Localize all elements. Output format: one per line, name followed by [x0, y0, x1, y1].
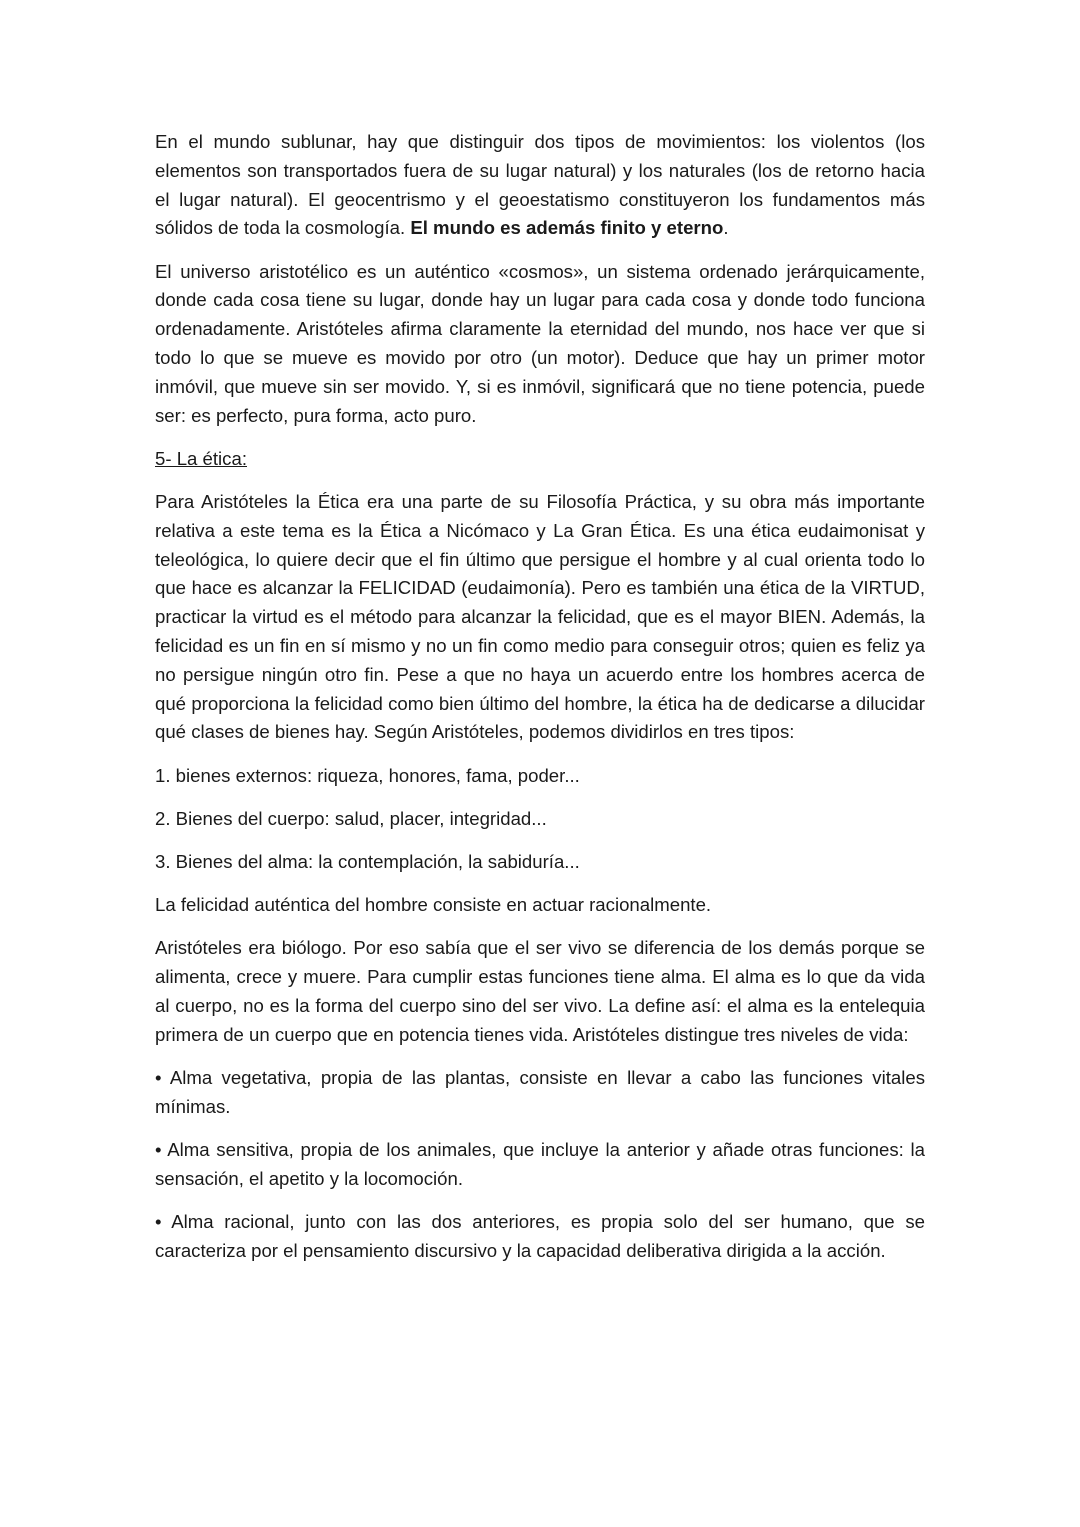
paragraph-soul: Aristóteles era biólogo. Por eso sabía que el ser vivo se diferencia de los demás porque se alimenta, crece y muere. Para cumplir estas funciones tiene alma. El alma es lo que da vida al cuerpo, no es la forma del cuerpo sino del ser vivo. La define así: el alma es la entelequia primera de un cuerpo que en potencia tienes vida. Aristóteles distingue tres niveles de vida: [155, 937, 925, 1045]
paragraph-sublunar-bold: El mundo es además finito y eterno [410, 217, 724, 239]
bullet-item: • Alma sensitiva, propia de los animales, que incluye la anterior y añade otras funciones: la sensación, el apetito y la locomoción. [155, 1138, 925, 1189]
paragraph-universe: El universo aristotélico es un auténtico «cosmos», un sistema ordenado jerárquicamente, donde cada cosa tiene su lugar, donde hay un lugar para cada cosa y donde todo funciona ordenadamente. Aristóteles afirma claramente la eternidad del mundo, nos hace ver que si todo lo que se mueve es movido por otro (un motor). Deduce que hay un primer motor inmóvil, que mueve sin ser movido. Y, si es inmóvil, significará que no tiene potencia, puede ser: es perfecto, pura forma, acto puro. [155, 260, 925, 426]
paragraph-sublunar [155, 128, 925, 243]
paragraph-sublunar-text: En el mundo sublunar, hay que distinguir dos tipos de movimientos: los violentos (los elementos son transportados fuera de su lugar natural) y los naturales (los de retorno hacia el lugar natural). El geocentrismo y el geoestatismo constituyeron los fundamentos más sólidos de toda la cosmología. [155, 131, 925, 239]
section-heading-ethics [155, 445, 925, 474]
paragraph-happiness: La felicidad auténtica del hombre consiste en actuar racionalmente. [155, 894, 712, 916]
document-body [155, 128, 925, 1280]
section-heading-text: 5- La ética: [155, 447, 247, 469]
paragraph-sublunar-tail: . [723, 217, 729, 239]
bullet-item: • Alma vegetativa, propia de las plantas, consiste en llevar a cabo las funciones vitales mínimas. [155, 1066, 925, 1117]
list-item: 3. Bienes del alma: la contemplación, la sabiduría... [155, 850, 580, 872]
paragraph-ethics: Para Aristóteles la Ética era una parte de su Filosofía Práctica, y su obra más importante relativa a este tema es la Ética a Nicómaco y La Gran Ética. Es una ética eudaimonisat y teleológica, lo quiere decir que el fin último que persigue el hombre y al cual orienta todo lo que hace es alcanzar la FELICIDAD (eudaimonía). Pero es también una ética de la VIRTUD, practicar la virtud es el método para alcanzar la felicidad, que es el mayor BIEN. Además, la felicidad es un fin en sí mismo y no un fin como medio para conseguir otros; quien es feliz ya no persigue ningún otro fin. Pese a que no haya un acuerdo entre los hombres acerca de qué proporciona la felicidad como bien último del hombre, la ética ha de dedicarse a dilucidar qué clases de bienes hay. Según Aristóteles, podemos dividirlos en tres tipos: [155, 490, 925, 743]
bullet-item: • Alma racional, junto con las dos anteriores, es propia solo del ser humano, que se caracteriza por el pensamiento discursivo y la capacidad deliberativa dirigida a la acción. [155, 1210, 925, 1261]
list-item: 2. Bienes del cuerpo: salud, placer, integridad... [155, 807, 547, 829]
list-item: 1. bienes externos: riqueza, honores, fama, poder... [155, 764, 580, 786]
